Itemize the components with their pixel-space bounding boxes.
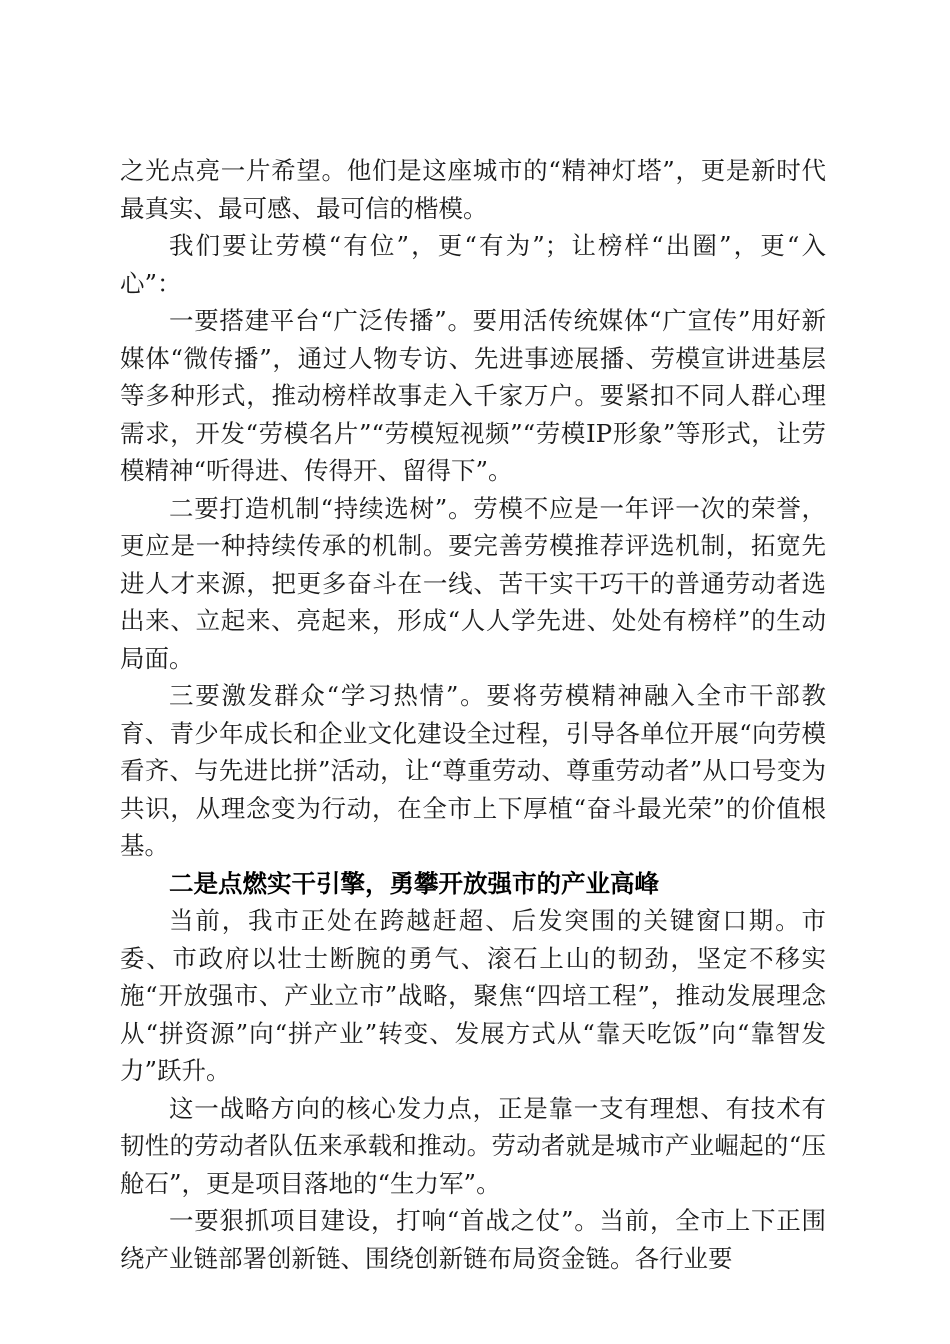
document-body: [120, 152, 826, 1277]
section-heading: 二是点燃实干引擎，勇攀开放强市的产业高峰: [169, 868, 659, 898]
paragraph-continuation: 之光点亮一片希望。他们是这座城市的“精神灯塔”，更是新时代最真实、最可感、最可信的楷模。: [120, 156, 826, 223]
paragraph: 这一战略方向的核心发力点，正是靠一支有理想、有技术有韧性的劳动者队伍来承载和推动。劳动者就是城市产业崛起的“压舱石”，更是项目落地的“生力军”。: [120, 1093, 826, 1198]
paragraph: 一要搭建平台“广泛传播”。要用活传统媒体“广宣传”用好新媒体“微传播”，通过人物专访、先进事迹展播、劳模宣讲进基层等多种形式，推动榜样故事走入千家万户。要紧扣不同人群心理需求，开发“劳模名片”“劳模短视频”“劳模IP形象”等形式，让劳模精神“听得进、传得开、留得下”。: [120, 306, 826, 485]
paragraph: 一要狠抓项目建设，打响“首战之仗”。当前，全市上下正围绕产业链部署创新链、围绕创新链布局资金链。各行业要: [120, 1206, 826, 1273]
paragraph: 三要激发群众“学习热情”。要将劳模精神融入全市干部教育、青少年成长和企业文化建设全过程，引导各单位开展“向劳模看齐、与先进比拼”活动，让“尊重劳动、尊重劳动者”从口号变为共识，从理念变为行动，在全市上下厚植“奋斗最光荣”的价值根基。: [120, 681, 826, 860]
paragraph: 二要打造机制“持续选树”。劳模不应是一年评一次的荣誉，更应是一种持续传承的机制。要完善劳模推荐评选机制，拓宽先进人才来源，把更多奋斗在一线、苦干实干巧干的普通劳动者选出来、立起来、亮起来，形成“人人学先进、处处有榜样”的生动局面。: [120, 493, 826, 673]
paragraph: 我们要让劳模“有位”，更“有为”；让榜样“出圈”，更“入心”：: [120, 231, 826, 298]
paragraph: 当前，我市正处在跨越赶超、后发突围的关键窗口期。市委、市政府以壮士断腕的勇气、滚石上山的韧劲，坚定不移实施“开放强市、产业立市”战略，聚焦“四培工程”，推动发展理念从“拼资源”向“拼产业”转变、发展方式从“靠天吃饭”向“靠智发力”跃升。: [120, 906, 826, 1085]
